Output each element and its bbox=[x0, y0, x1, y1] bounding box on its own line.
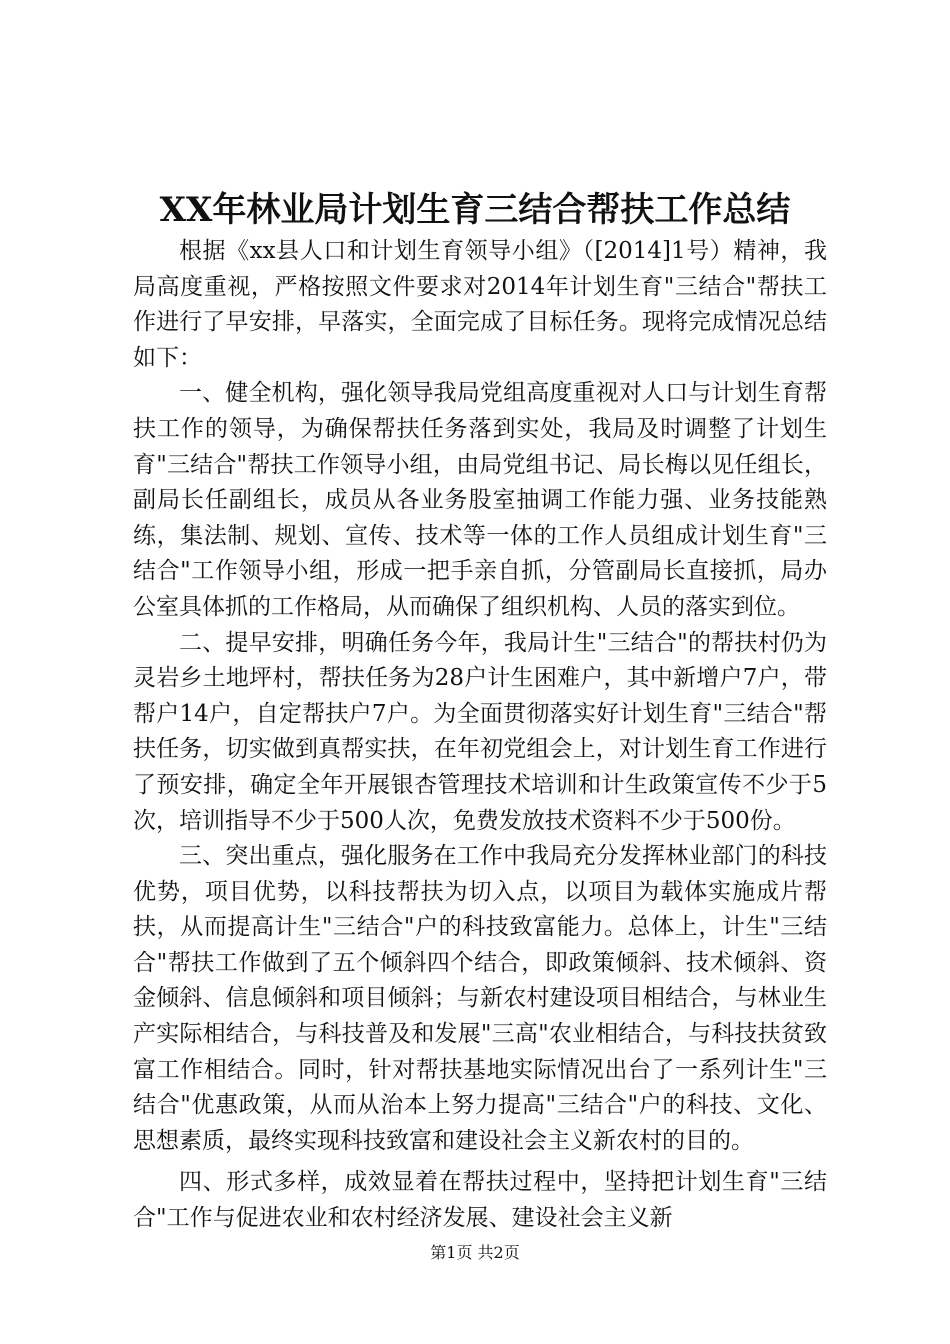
document-body bbox=[133, 234, 827, 1237]
paragraph-section-2: 二、提早安排，明确任务今年，我局计生"三结合"的帮扶村仍为灵岩乡土地坪村，帮扶任务为28户计生困难户，其中新增户7户，带帮户14户，自定帮扶户7户。为全面贯彻落实好计划生育"三结合"帮扶任务，切实做到真帮实扶，在年初党组会上，对计划生育工作进行了预安排，确定全年开展银杏管理技术培训和计生政策宣传不少于5次，培训指导不少于500人次，免费发放技术资料不少于500份。 bbox=[133, 629, 827, 834]
paragraph-section-1: 一、健全机构，强化领导我局党组高度重视对人口与计划生育帮扶工作的领导，为确保帮扶任务落到实处，我局及时调整了计划生育"三结合"帮扶工作领导小组，由局党组书记、局长梅以见任组长，副局长任副组长，成员从各业务股室抽调工作能力强、业务技能熟练，集法制、规划、宣传、技术等一体的工作人员组成计划生育"三结合"工作领导小组，形成一把手亲自抓，分管副局长直接抓，局办公室具体抓的工作格局，从而确保了组织机构、人员的落实到位。 bbox=[133, 380, 827, 620]
paragraph-intro: 根据《xx县人口和计划生育领导小组》（[2014]1号）精神，我局高度重视，严格按照文件要求对2014年计划生育"三结合"帮扶工作进行了早安排，早落实，全面完成了目标任务。现将完成情况总结如下： bbox=[133, 238, 827, 371]
document-title: XX年林业局计划生育三结合帮扶工作总结 bbox=[159, 190, 791, 230]
paragraph-section-4: 四、形式多样，成效显着在帮扶过程中，坚持把计划生育"三结合"工作与促进农业和农村经济发展、建设社会主义新 bbox=[133, 1169, 827, 1232]
paragraph-section-3: 三、突出重点，强化服务在工作中我局充分发挥林业部门的科技优势，项目优势，以科技帮扶为切入点，以项目为载体实施成片帮扶，从而提高计生"三结合"户的科技致富能力。总体上，计生"三结合"帮扶工作做到了五个倾斜四个结合，即政策倾斜、技术倾斜、资金倾斜、信息倾斜和项目倾斜；与新农村建设项目相结合，与林业生产实际相结合，与科技普及和发展"三高"农业相结合，与科技扶贫致富工作相结合。同时，针对帮扶基地实际情况出台了一系列计生"三结合"优惠政策，从而从治本上努力提高"三结合"户的科技、文化、思想素质，最终实现科技致富和建设社会主义新农村的目的。 bbox=[133, 843, 827, 1154]
page-number-footer: 第1页 共2页 bbox=[430, 1243, 520, 1262]
